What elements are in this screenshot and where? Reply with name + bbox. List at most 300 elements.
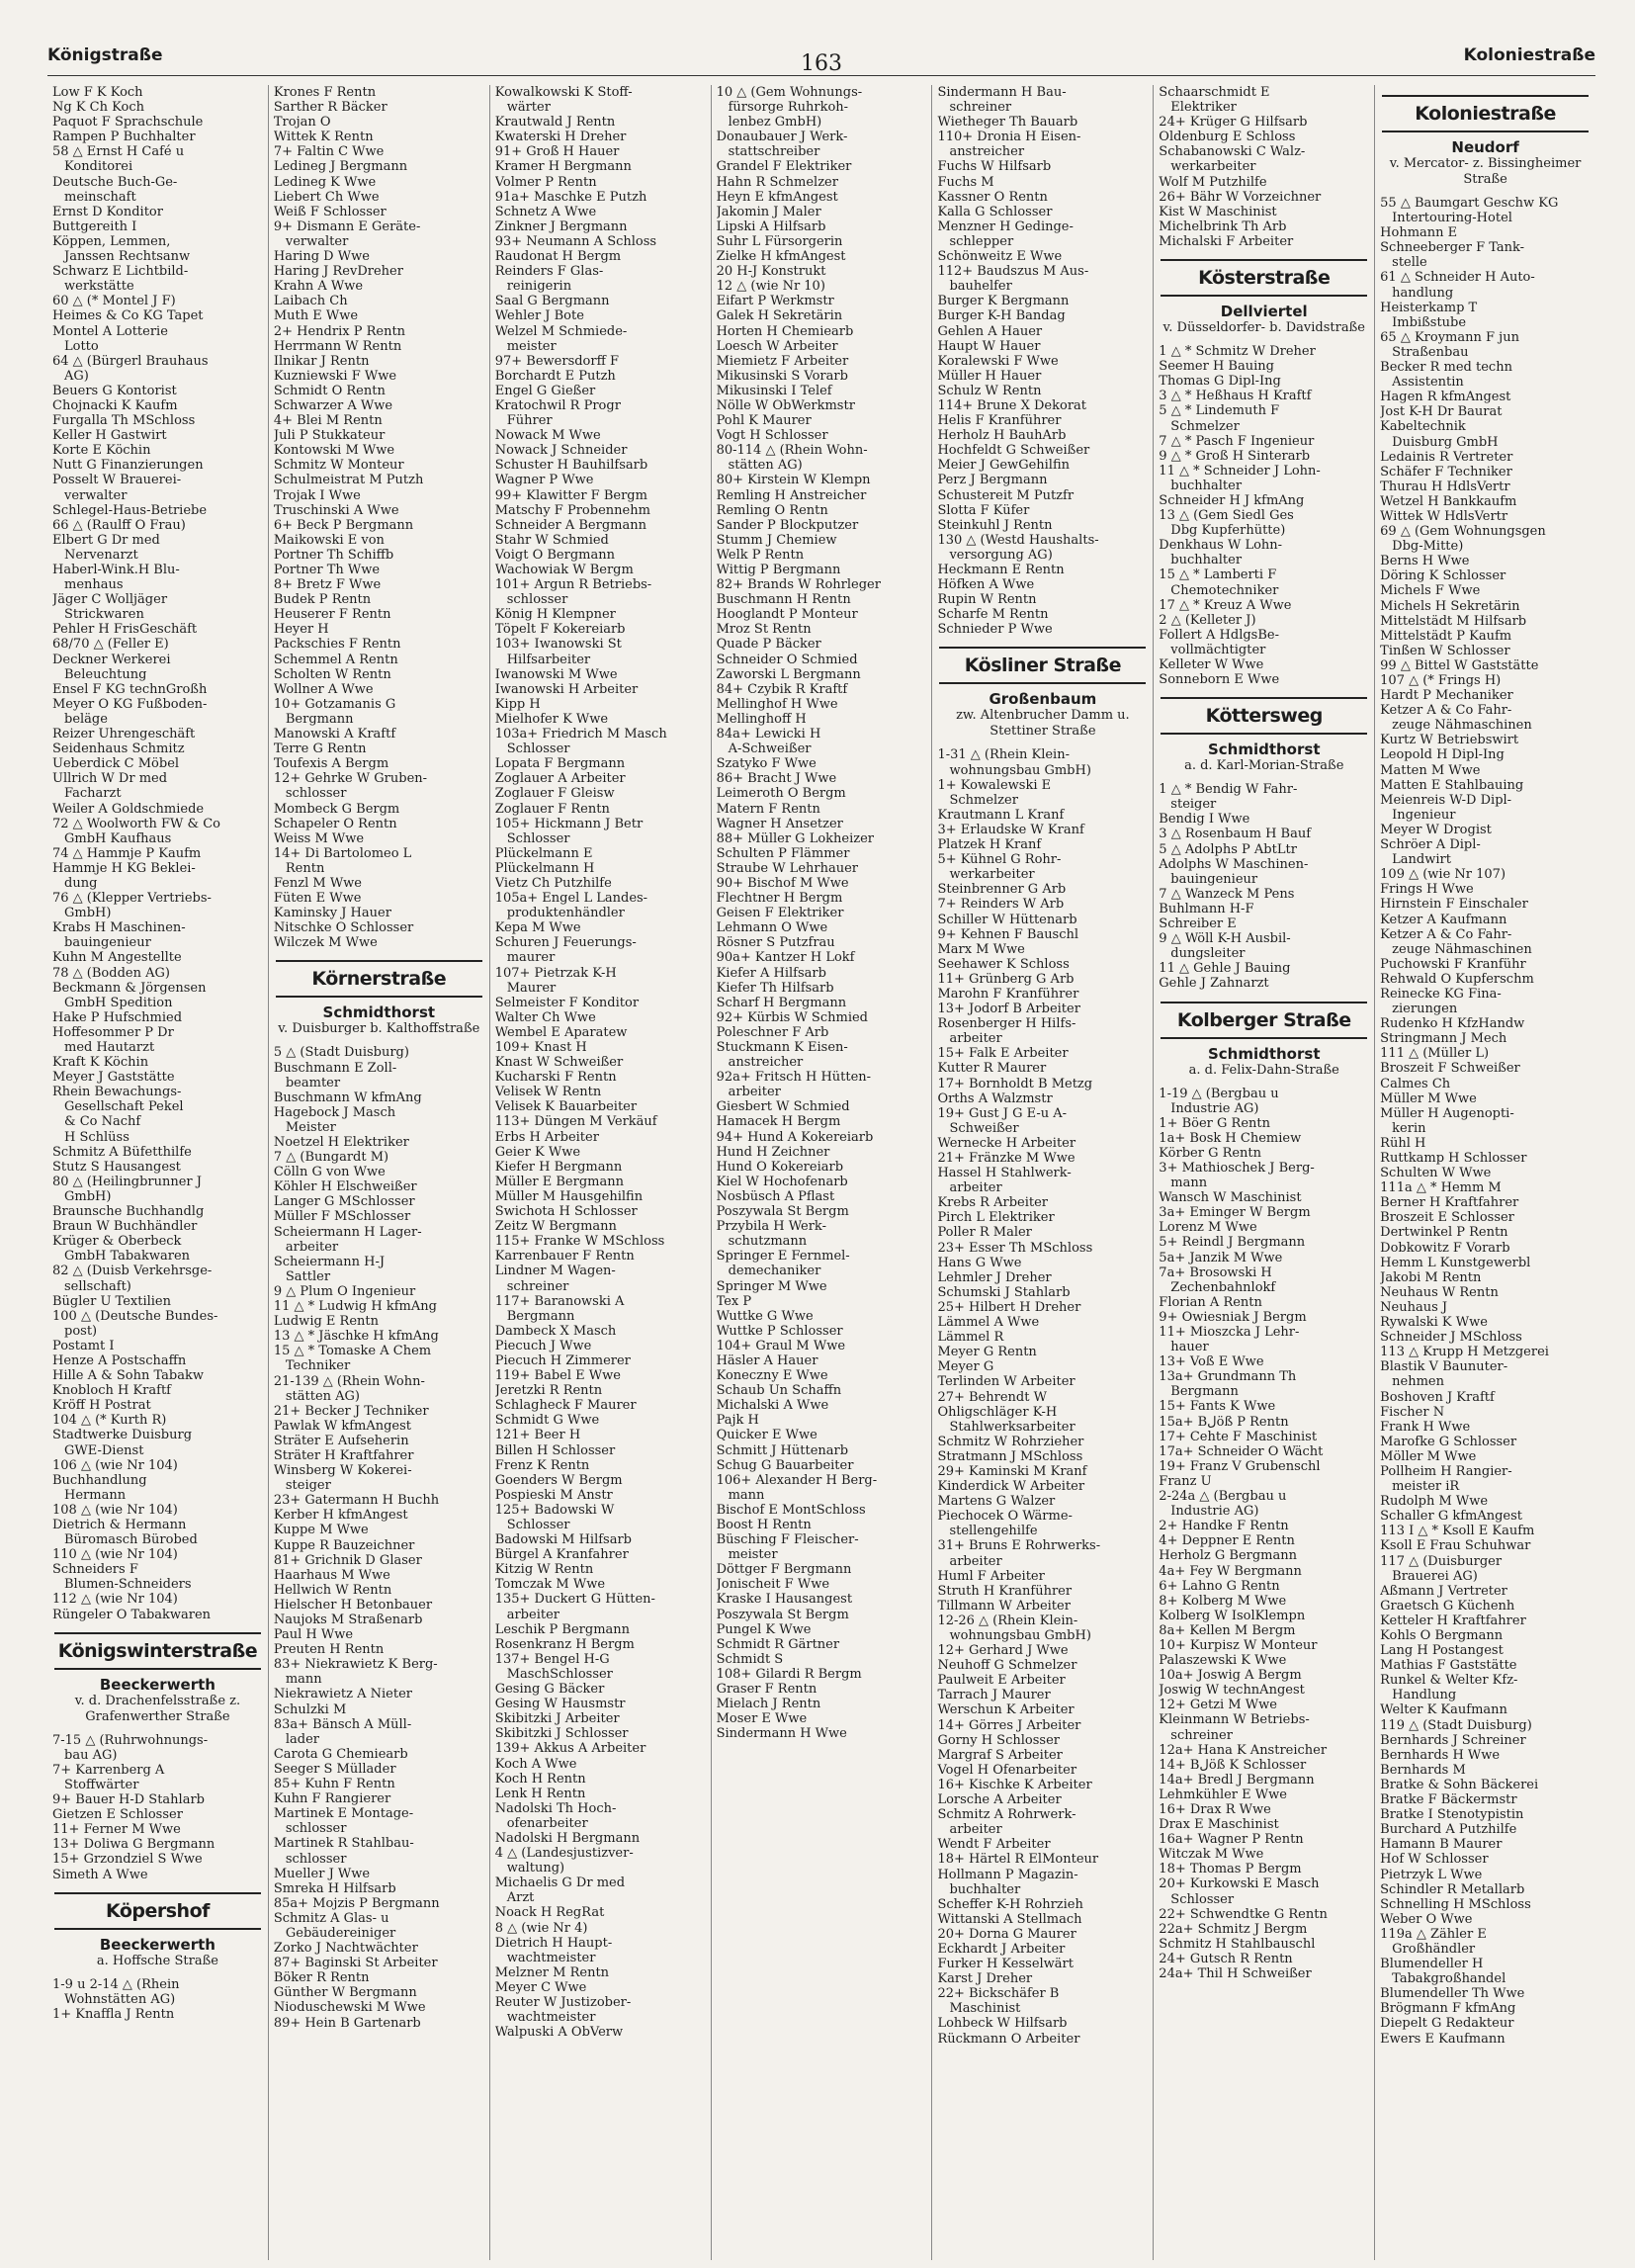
resident-entry: Ledineg K Wwe [273, 174, 377, 190]
resident-entry: Hollmann P Magazin- [937, 1867, 1078, 1882]
resident-entry: Schmitt J Hüttenarb [716, 1442, 849, 1458]
resident-entry: 109 △ (wie Nr 107) [1380, 867, 1506, 883]
resident-entry: Joswig W technAngest [1159, 1683, 1305, 1699]
resident-entry: Häsler A Hauer [716, 1352, 818, 1368]
resident-entry: 15+ Grzondziel S Wwe [52, 1852, 203, 1868]
resident-entry: Seeger S Müllader [273, 1761, 396, 1777]
resident-entry: Broszeit F Schweißer [1380, 1061, 1520, 1077]
resident-entry: Calmes Ch [1380, 1076, 1451, 1091]
resident-entry: Rywalski K Wwe [1380, 1315, 1488, 1331]
resident-entry: Kiefer Th Hilfsarb [716, 980, 834, 996]
resident-entry: 1a+ Bosk H Chemiew [1159, 1130, 1302, 1146]
resident-entry: Michels F Wwe [1380, 583, 1481, 599]
resident-entry: Buschmann H Rentn [716, 592, 851, 608]
resident-entry: Heckmann E Rentn [937, 563, 1065, 577]
entry-continuation: Schlosser [506, 1518, 570, 1532]
resident-entry: Lämmel R [937, 1330, 1004, 1346]
resident-entry: 14+ Bلöß K Schlosser [1159, 1757, 1307, 1773]
resident-entry: Geisen F Elektriker [716, 906, 844, 921]
resident-entry: Broszeit E Schlosser [1380, 1210, 1514, 1226]
entry-continuation: Bergmann [1170, 1384, 1239, 1400]
street-heading: Körnerstraße [276, 960, 482, 998]
resident-entry: 8+ Kolberg M Wwe [1159, 1593, 1287, 1609]
entry-continuation: Dbg Kupferhütte) [1170, 523, 1286, 539]
resident-entry: Schneeberger F Tank- [1380, 240, 1525, 256]
resident-entry: Schneiders F [52, 1562, 138, 1578]
resident-entry: Goenders W Bergm [494, 1472, 623, 1488]
resident-entry: Wansch W Maschinist [1159, 1190, 1302, 1206]
resident-entry: Schmitz W Rohrzieher [937, 1434, 1084, 1449]
resident-entry: 55 △ Baumgart Geschw KG [1380, 196, 1559, 211]
resident-entry: Donaubauer J Werk- [716, 130, 848, 145]
resident-entry: Schneider H J kfmAng [1159, 492, 1305, 508]
resident-entry: Velisek K Bauarbeiter [494, 1099, 638, 1115]
resident-entry: Krahn A Wwe [273, 279, 364, 295]
resident-entry: Rehwald O Kupferschm [1380, 971, 1534, 987]
resident-entry: Springer E Fernmel- [716, 1249, 850, 1265]
entry-continuation: Arzt [506, 1890, 535, 1906]
resident-entry: Wembel E Aparatew [494, 1024, 628, 1040]
entry-continuation: Schlosser [1170, 1891, 1235, 1907]
resident-entry: 1+ Knaffla J Rentn [52, 2006, 175, 2022]
resident-entry: 11+ Grünberg G Arb [937, 971, 1075, 987]
resident-entry: 69 △ (Gem Wohnungsgen [1380, 524, 1546, 540]
entry-continuation: Schlosser [506, 741, 570, 757]
resident-entry: Schabanowski C Walz- [1159, 144, 1306, 160]
column-6 [1154, 85, 1375, 2260]
resident-entry: Lenk H Rentn [494, 1786, 586, 1801]
resident-entry: 27+ Behrendt W [937, 1389, 1047, 1405]
resident-entry: Galek H Sekretärin [716, 308, 843, 324]
resident-entry: Rosenkranz H Bergm [494, 1636, 635, 1652]
resident-entry: Franz U [1159, 1473, 1212, 1489]
entry-continuation: Intertouring-Hotel [1392, 211, 1512, 226]
street-extent: v. d. Drachenfelsstraße z. Grafenwerther Straße [74, 1693, 241, 1724]
resident-entry: Töpelt F Kokereiarb [494, 622, 626, 638]
resident-entry: Plückelmann E [494, 845, 593, 861]
header-left-street: Königstraße [47, 45, 163, 65]
entry-continuation: produktenhändler [506, 906, 625, 921]
resident-entry: 112 △ (wie Nr 104) [52, 1592, 178, 1608]
resident-entry: Wollner A Wwe [273, 681, 374, 697]
resident-entry: Blumendeller H [1380, 1957, 1484, 1972]
resident-entry: Hake P Hufschmied [52, 1009, 183, 1025]
street-heading: Koloniestraße [1382, 95, 1589, 132]
entry-continuation: lader [285, 1731, 319, 1747]
resident-entry: 110 △ (wie Nr 104) [52, 1547, 178, 1563]
resident-entry: 24a+ Thil H Schweißer [1159, 1966, 1312, 1982]
resident-entry: Bernhards H Wwe [1380, 1747, 1501, 1763]
resident-entry: Bernhards J Schreiner [1380, 1732, 1526, 1748]
resident-entry: Schuren J Feuerungs- [494, 935, 637, 951]
resident-entry: Mellinghof H Wwe [716, 696, 838, 712]
resident-entry: Seidenhaus Schmitz [52, 741, 185, 757]
entry-continuation: arbeiter [949, 1031, 1002, 1047]
resident-entry: Böker R Rentn [273, 1970, 370, 1986]
resident-entry: Lindner M Wagen- [494, 1264, 616, 1279]
resident-entry: Schiller W Hüttenarb [937, 912, 1077, 927]
resident-entry: Sträter H Kraftfahrer [273, 1447, 414, 1463]
resident-entry: Hirnstein F Einschaler [1380, 897, 1528, 913]
entry-continuation: arbeiter [949, 1553, 1002, 1569]
resident-entry: Herholz H BauhArb [937, 428, 1067, 444]
resident-entry: Haupt W Hauer [937, 338, 1041, 354]
resident-entry: Ilnikar J Rentn [273, 353, 370, 369]
resident-entry: Zoglauer A Arbeiter [494, 771, 626, 787]
resident-entry: Mittelstädt M Hilfsarb [1380, 613, 1527, 629]
entry-continuation: Sattler [285, 1268, 331, 1284]
resident-entry: Michaelis G Dr med [494, 1875, 626, 1891]
resident-entry: Kurtz W Betriebswirt [1380, 733, 1519, 748]
entry-continuation: schutzmann [728, 1234, 808, 1250]
resident-entry: Schmitz A Glas- u [273, 1910, 389, 1926]
entry-continuation: GmbH Tabakwaren [64, 1249, 191, 1265]
resident-entry: Stringmann J Mech [1380, 1031, 1507, 1047]
resident-entry: Koralewski F Wwe [937, 353, 1059, 369]
resident-entry: Frings H Wwe [1380, 882, 1474, 898]
resident-entry: Hemm L Kunstgewerbl [1380, 1255, 1531, 1270]
resident-entry: Weiler A Goldschmiede [52, 801, 205, 817]
resident-entry: Lehmkühler E Wwe [1159, 1787, 1287, 1802]
resident-entry: Köhler H Elschweißer [273, 1179, 417, 1195]
resident-entry: Drax E Maschinist [1159, 1817, 1279, 1833]
resident-entry: Trojak I Wwe [273, 487, 361, 503]
resident-entry: Höfken A Wwe [937, 577, 1035, 593]
resident-entry: 3+ Mathioschek J Berg- [1159, 1160, 1315, 1176]
resident-entry: 90a+ Kantzer H Lokf [716, 950, 855, 966]
resident-entry: Schnieder P Wwe [937, 622, 1053, 638]
resident-entry: Noack H RegRat [494, 1905, 605, 1921]
resident-entry: Meyer O KG Fußboden- [52, 696, 208, 712]
resident-entry: 23+ Gatermann H Buchh [273, 1493, 440, 1509]
resident-entry: Koch H Rentn [494, 1771, 586, 1787]
resident-entry: 7 △ * Pasch F Ingenieur [1159, 433, 1315, 449]
resident-entry: Lipski A Hilfsarb [716, 218, 826, 234]
resident-entry: Werschun K Arbeiter [937, 1702, 1075, 1718]
resident-entry: Gesing W Hausmstr [494, 1697, 626, 1712]
resident-entry: Pohl K Maurer [716, 413, 812, 429]
entry-continuation: A-Schweißer [728, 741, 812, 757]
running-head [47, 36, 1595, 76]
entry-continuation: Schweißer [949, 1120, 1019, 1136]
resident-entry: Burger K Bergmann [937, 294, 1070, 309]
resident-entry: 9+ Dismann E Geräte- [273, 218, 421, 234]
resident-entry: 12+ Gehrke W Gruben- [273, 771, 428, 787]
resident-entry: 89+ Hein B Gartenarb [273, 2015, 421, 2031]
entry-continuation: buchhalter [949, 1881, 1021, 1897]
resident-entry: Struth H Kranführer [937, 1583, 1073, 1599]
entry-continuation: zeuge Nähmaschinen [1392, 718, 1532, 734]
entry-continuation: vollmächtigter [1170, 642, 1266, 657]
resident-entry: Heyer H [273, 622, 329, 638]
resident-entry: Witczak M Wwe [1159, 1847, 1264, 1863]
resident-entry: Tomczak M Wwe [494, 1577, 606, 1593]
resident-entry: 1-31 △ (Rhein Klein- [937, 747, 1070, 763]
entry-continuation: Techniker [285, 1358, 351, 1374]
resident-entry: Stahr W Schmied [494, 532, 609, 548]
resident-entry: Gesing G Bäcker [494, 1682, 605, 1698]
resident-entry: 106+ Alexander H Berg- [716, 1472, 878, 1488]
resident-entry: Jakobi M Rentn [1380, 1269, 1482, 1285]
entry-continuation: Dbg-Mitte) [1392, 539, 1464, 555]
resident-entry: Rudolph M Wwe [1380, 1494, 1489, 1510]
resident-entry: Kuppe R Bauzeichner [273, 1537, 415, 1553]
resident-entry: Walter Ch Wwe [494, 1009, 596, 1025]
entry-continuation: bauingenieur [1170, 871, 1258, 887]
street-extent: v. Duisburger b. Kalthoffstraße [278, 1021, 480, 1037]
district-name: Schmidthorst [1207, 741, 1321, 759]
resident-entry: Naujoks M Straßenarb [273, 1613, 423, 1627]
resident-entry: Bendig I Wwe [1159, 812, 1250, 828]
resident-entry: Budek P Rentn [273, 592, 372, 608]
resident-entry: Müller M Hausgehilfin [494, 1188, 644, 1204]
resident-entry: 26+ Bähr W Vorzeichner [1159, 189, 1322, 205]
resident-entry: Hochfeldt G Schweißer [937, 443, 1090, 459]
resident-entry: Kuzniewski F Wwe [273, 368, 397, 384]
resident-entry: Sander P Blockputzer [716, 517, 859, 533]
entry-continuation: Handlung [1392, 1688, 1457, 1703]
resident-entry: Piecuch H Zimmerer [494, 1352, 631, 1368]
resident-entry: 99+ Klawitter F Bergm [494, 487, 647, 503]
resident-entry: Marofke G Schlosser [1380, 1434, 1517, 1449]
resident-entry: 15 △ * Tomaske A Chem [273, 1344, 432, 1359]
resident-entry: Kiefer A Hilfsarb [716, 965, 826, 981]
resident-entry: Kowalkowski K Stoff- [494, 85, 633, 100]
resident-entry: Brögmann F kfmAng [1380, 2001, 1516, 2017]
resident-entry: 9 △ * Groß H Sinterarb [1159, 448, 1311, 464]
resident-entry: Ketzer A & Co Fahr- [1380, 926, 1512, 942]
resident-entry: Michels H Sekretärin [1380, 598, 1520, 614]
resident-entry: 18+ Härtel R ElMonteur [937, 1852, 1099, 1868]
resident-entry: Karst J Dreher [937, 1971, 1033, 1987]
resident-entry: Denkhaus W Lohn- [1159, 538, 1283, 554]
street-extent: a. Hoffsche Straße [96, 1953, 218, 1968]
resident-entry: Packschies F Rentn [273, 637, 401, 653]
resident-entry: 25+ Hilbert H Dreher [937, 1299, 1081, 1315]
district-name: Schmidthorst [322, 1003, 436, 1022]
entry-continuation: steiger [1170, 797, 1217, 813]
resident-entry: 58 △ Ernst H Café u [52, 144, 185, 160]
resident-entry: 3 △ Rosenbaum H Bauf [1159, 827, 1312, 842]
resident-entry: Buschmann E Zoll- [273, 1060, 397, 1076]
resident-entry: Schreiber E [1159, 916, 1237, 932]
resident-entry: Fuchs W Hilfsarb [937, 159, 1052, 175]
resident-entry: 11+ Ferner M Wwe [52, 1822, 181, 1838]
resident-entry: 8+ Bretz F Wwe [273, 577, 382, 593]
resident-entry: Hamann B Maurer [1380, 1837, 1503, 1853]
resident-entry: Oldenburg E Schloss [1159, 130, 1296, 145]
resident-entry: Scheiermann H Lager- [273, 1224, 422, 1240]
entry-continuation: Hilfsarbeiter [506, 652, 591, 667]
resident-entry: Hohmann E [1380, 225, 1458, 241]
entry-continuation: anstreicher [949, 144, 1025, 160]
resident-entry: Ketzer A Kaufmann [1380, 912, 1507, 927]
resident-entry: Hagebock J Masch [273, 1104, 396, 1120]
resident-entry: Wilczek M Wwe [273, 935, 378, 951]
resident-entry: Kuhn F Rangierer [273, 1791, 391, 1807]
resident-entry: Herholz G Bergmann [1159, 1548, 1298, 1564]
resident-entry: Schmitz H Stahlbauschl [1159, 1936, 1316, 1952]
resident-entry: 13 △ (Gem Siedl Ges [1159, 508, 1294, 524]
resident-entry: Weiß F Schlosser [273, 204, 387, 219]
entry-continuation: Meister [285, 1119, 336, 1135]
resident-entry: 13+ Jodorf B Arbeiter [937, 1002, 1080, 1017]
resident-entry: Heisterkamp T [1380, 300, 1478, 315]
resident-entry: Schustereit M Putzfr [937, 487, 1075, 503]
resident-entry: 110+ Dronia H Eisen- [937, 130, 1081, 145]
resident-entry: Tillmann W Arbeiter [937, 1598, 1071, 1614]
resident-entry: Nölle W ObWerkmstr [716, 397, 855, 413]
resident-entry: Nadolski H Bergmann [494, 1830, 641, 1846]
resident-entry: 17+ Bornholdt B Metzg [937, 1076, 1093, 1091]
resident-entry: 5 △ Adolphs P AbtLtr [1159, 841, 1297, 857]
resident-entry: 19+ Gust J G E-u A- [937, 1105, 1068, 1121]
resident-entry: Iwanowski H Arbeiter [494, 681, 639, 697]
resident-entry: Laibach Ch [273, 294, 348, 309]
resident-entry: 10a+ Joswig A Bergm [1159, 1668, 1302, 1684]
resident-entry: 17+ Cehte F Maschinist [1159, 1429, 1318, 1444]
resident-entry: 85+ Kuhn F Rentn [273, 1777, 395, 1792]
entry-continuation: Führer [506, 413, 553, 429]
resident-entry: 113+ Düngen M Verkäuf [494, 1114, 657, 1130]
entry-continuation: schlosser [285, 1821, 347, 1837]
resident-entry: Boshoven J Kraftf [1380, 1389, 1495, 1405]
resident-entry: Hamacek H Bergm [716, 1114, 841, 1130]
street-heading: Kösliner Straße [939, 647, 1146, 684]
resident-entry: Boost H Rentn [716, 1518, 812, 1532]
entry-continuation: Industrie AG) [1170, 1504, 1259, 1520]
resident-entry: Braunsche Buchhandlg [52, 1204, 205, 1220]
resident-entry: 8a+ Kellen M Bergm [1159, 1622, 1296, 1638]
entry-continuation: hauer [1170, 1340, 1209, 1355]
resident-entry: 2+ Handke F Rentn [1159, 1519, 1289, 1534]
entry-continuation: schreiner [506, 1278, 569, 1294]
resident-entry: 3 △ * Heßhaus H Kraftf [1159, 389, 1312, 404]
resident-entry: Loesch W Arbeiter [716, 338, 838, 354]
resident-entry: Buschmann W kfmAng [273, 1090, 422, 1105]
entry-continuation: Wohnstätten AG) [64, 1991, 176, 2007]
resident-entry: Hund O Kokereiarb [716, 1159, 844, 1175]
resident-entry: 84+ Czybik R Kraftf [716, 681, 848, 697]
resident-entry: 21-139 △ (Rhein Wohn- [273, 1373, 425, 1389]
entry-continuation: mann [285, 1672, 322, 1688]
resident-entry: Reinecke KG Fina- [1380, 986, 1502, 1002]
resident-entry: Helis F Kranführer [937, 413, 1062, 429]
resident-entry: Posselt W Brauerei- [52, 473, 182, 488]
resident-entry: Kutter R Maurer [937, 1061, 1047, 1077]
entry-continuation: nehmen [1392, 1374, 1444, 1390]
resident-entry: Volmer P Rentn [494, 174, 597, 190]
resident-entry: Raudonat H Bergm [494, 249, 622, 265]
resident-entry: Pajk H [716, 1413, 759, 1429]
resident-entry: Burger K-H Bandag [937, 308, 1066, 324]
resident-entry: 114+ Brune X Dekorat [937, 397, 1087, 413]
resident-entry: 9 △ Plum O Ingenieur [273, 1283, 416, 1299]
entry-continuation: lenbez GmbH) [728, 115, 822, 131]
resident-entry: Michelbrink Th Arb [1159, 218, 1287, 234]
entry-continuation: arbeiter [506, 1607, 559, 1622]
resident-entry: Mroz St Rentn [716, 622, 812, 638]
resident-entry: Haring D Wwe [273, 249, 370, 265]
resident-entry: Neuhoff G Schmelzer [937, 1658, 1077, 1674]
entry-continuation: GmbH) [64, 906, 112, 921]
resident-entry: 10 △ (Gem Wohnungs- [716, 85, 863, 100]
resident-entry: Zoglauer F Gleisw [494, 786, 615, 802]
resident-entry: Knast W Schweißer [494, 1055, 624, 1071]
resident-entry: Plückelmann H [494, 860, 595, 876]
resident-entry: Schröer A Dipl- [1380, 837, 1481, 853]
resident-entry: Remling O Rentn [716, 502, 828, 518]
resident-entry: Wendt F Arbeiter [937, 1837, 1051, 1853]
resident-entry: Müller M Wwe [1380, 1090, 1477, 1106]
resident-entry: Schmitz A Rohrwerk- [937, 1807, 1076, 1823]
resident-entry: 20+ Kurkowski E Masch [1159, 1876, 1320, 1892]
resident-entry: 29+ Kaminski M Kranf [937, 1463, 1087, 1479]
resident-entry: Burchard A Putzhilfe [1380, 1822, 1517, 1838]
resident-entry: 111 △ (Müller L) [1380, 1046, 1490, 1062]
resident-entry: Kitzig W Rentn [494, 1562, 594, 1578]
resident-entry: 85a+ Mojzis P Bergmann [273, 1895, 440, 1911]
resident-entry: 92+ Kürbis W Schmied [716, 1009, 868, 1025]
entry-continuation: demechaniker [728, 1264, 821, 1279]
resident-entry: Pirch L Elektriker [937, 1210, 1055, 1226]
resident-entry: Remling H Anstreicher [716, 487, 867, 503]
resident-entry: Scheffer K-H Rohrzieh [937, 1896, 1083, 1912]
resident-entry: 5 △ (Stadt Duisburg) [273, 1045, 409, 1061]
resident-entry: 1-9 u 2-14 △ (Rhein [52, 1976, 180, 1992]
resident-entry: Tex P [716, 1293, 752, 1309]
resident-entry: 101+ Argun R Betriebs- [494, 577, 652, 593]
resident-entry: Keller H Gastwirt [52, 428, 167, 444]
resident-entry: Krebs R Arbeiter [937, 1195, 1049, 1211]
resident-entry: Martinek R Stahlbau- [273, 1836, 414, 1852]
resident-entry: 15+ Fants K Wwe [1159, 1399, 1276, 1415]
resident-entry: Stuckmann K Eisen- [716, 1040, 848, 1055]
resident-entry: Piecuch J Wwe [494, 1338, 592, 1353]
entry-continuation: mann [728, 1487, 765, 1503]
resident-entry: Horten H Chemiearb [716, 323, 854, 339]
entry-continuation: Gebäudereiniger [285, 1925, 396, 1941]
resident-entry: Müller E Bergmann [494, 1174, 624, 1189]
entry-continuation: Elektriker [1170, 100, 1237, 116]
resident-entry: Möller M Wwe [1380, 1448, 1477, 1464]
resident-entry: Eifart P Werkmstr [716, 294, 834, 309]
resident-entry: Graser F Rentn [716, 1682, 818, 1698]
resident-entry: 24+ Gutsch R Rentn [1159, 1951, 1293, 1966]
resident-entry: Schindler R Metallarb [1380, 1881, 1525, 1897]
entry-continuation: GmbH) [64, 1188, 112, 1204]
column-7 [1375, 85, 1595, 2260]
entry-continuation: AG) [64, 368, 89, 384]
entry-continuation: wärter [506, 100, 551, 116]
resident-entry: Martens G Walzer [937, 1494, 1056, 1510]
resident-entry: Margraf S Arbeiter [937, 1747, 1063, 1763]
resident-entry: Körber G Rentn [1159, 1145, 1262, 1161]
resident-entry: 13 △ * Jäschke H kfmAng [273, 1329, 439, 1345]
resident-entry: 103+ Iwanowski St [494, 637, 622, 653]
resident-entry: Schmidt S [716, 1651, 784, 1667]
resident-entry: 72 △ Woolworth FW & Co [52, 816, 220, 831]
resident-entry: Pehler H FrisGeschäft [52, 622, 198, 638]
resident-entry: 24+ Krüger G Hilfsarb [1159, 115, 1308, 131]
resident-entry: Follert A HdlgsBe- [1159, 627, 1279, 643]
entry-continuation: Großhändler [1392, 1941, 1476, 1957]
entry-continuation: med Hautarzt [64, 1040, 155, 1055]
resident-entry: Ketzer A & Co Fahr- [1380, 703, 1512, 719]
resident-entry: 84a+ Lewicki H [716, 727, 821, 742]
resident-entry: Walpuski A ObVerw [494, 2025, 624, 2041]
resident-entry: 2-24a △ (Bergbau u [1159, 1489, 1287, 1505]
